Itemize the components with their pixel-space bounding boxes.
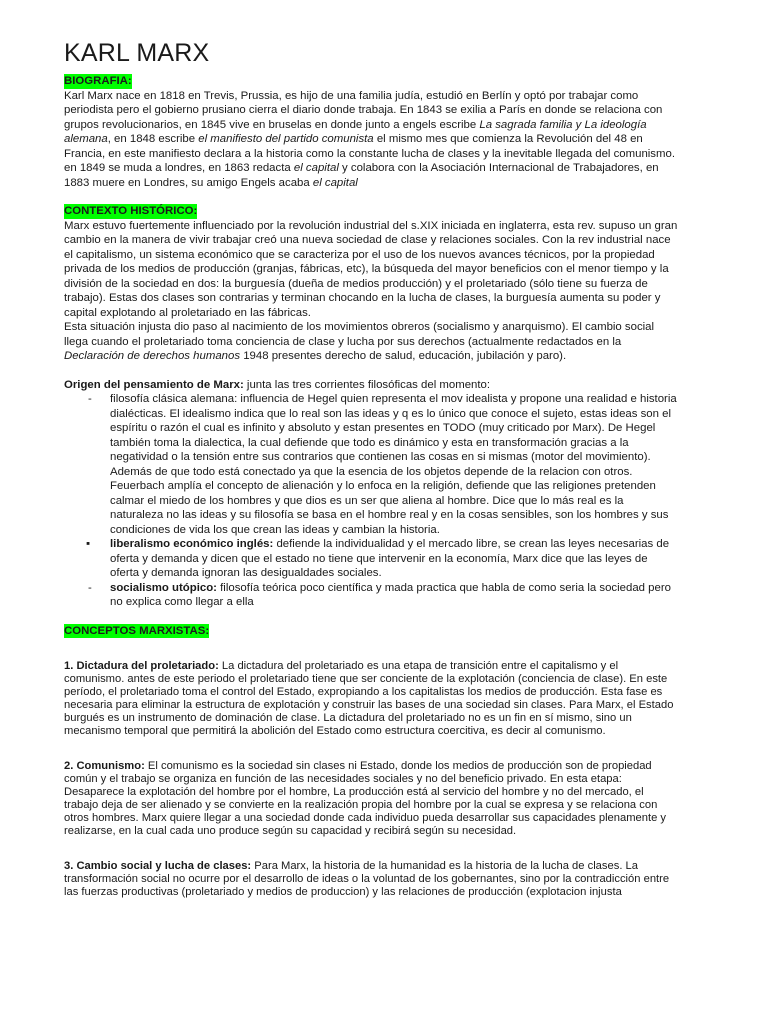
- text-run: filosofía teórica poco científica y mada practica que habla de como seria la sociedad pero no explica como llegar a ella: [110, 581, 671, 608]
- text-run: Para Marx, la historia de la humanidad es la historia de la lucha de clases. La transformación social no ocurre por el desarrollo de ideas o la voluntad de los gobernantes, sino por la contradicción entre las fuerzas productivas (proletariado y medios de produccion) y las relaciones de producción (explotacion injusta: [64, 860, 670, 898]
- concepto-comunismo: [64, 760, 678, 838]
- list-item-filosofia-alemana: [110, 392, 678, 537]
- list-item-socialismo-utopico: [110, 581, 678, 610]
- text-run: El comunismo es la sociedad sin clases ni Estado, donde los medios de producción son de propiedad común y el trabajo se organiza en función de las necesidades sociales y no del beneficio privado. En esta etapa: Desaparece la explotación del hombre por el hombre, La producción está al servicio del hombre y no del mercado, el trabajo deja de ser alienado y se convierte en la realización propia del hombre por la cual se expresa y se relaciona con otros hombres. Marx quiere llegar a una sociedad donde cada individuo pueda desarrollar sus capacidades plenamente y realizarse, en la cual cada uno produce según su capacidad y recibirá según su necesidad.: [64, 760, 667, 837]
- concepto-cambio-social: [64, 860, 678, 899]
- italic-title-el-capital: el capital: [293, 162, 339, 174]
- text-run: y colabora con la Asociación Internacional de Trabajadores, en 1883 muere en Londres, su amigo Engels acaba: [64, 162, 659, 189]
- item-label: liberalismo económico inglés:: [110, 538, 274, 550]
- concepto-label: 3. Cambio social y lucha de clases:: [64, 860, 252, 872]
- text-run: en 1849 se muda a londres, en 1863 redacta: [64, 162, 294, 174]
- biografia-paragraph-2: [64, 161, 678, 190]
- text-run: defiende la individualidad y el mercado libre, se crean las leyes necesarias de oferta y demanda y dicen que el estado no tiene que intervenir en la economía, Marx dice que las leyes de oferta y demanda ignoran las desigualdades sociales.: [110, 538, 670, 579]
- concepto-label: 1. Dictadura del proletariado:: [64, 660, 219, 672]
- contexto-paragraph-1: Marx estuvo fuertemente influenciado por la revolución industrial del s.XIX iniciada en inglaterra, esta rev. supuso un gran cambio en la manera de vivir trabajar creó una nueva sociedad de clase y relaciones sociales. Con la rev industrial nace el capitalismo, un sistema económico que se caracteriza por el uso de los nuevos avances técnicos, por la propiedad privada de los medios de producción (granjas, fábricas, etc), la búsqueda del mayor beneficios con el menor tiempo y la división de la sociedad en dos: la burguesía (dueña de medios producción) y el proletariado (sólo tiene su fuerza de trabajo). Estas dos clases son contrarias y terminan chocando en la lucha de clases, la burguesía aumenta su poder y capital explotando al proletariado en las fábricas.: [64, 219, 678, 319]
- concepto-dictadura: [64, 660, 678, 738]
- document-title: KARL MARX: [64, 39, 210, 67]
- biografia-paragraph-1: [64, 89, 678, 162]
- text-run: junta las tres corrientes filosóficas del momento:: [243, 378, 491, 391]
- heading-biografia: BIOGRAFIA:: [64, 75, 132, 87]
- origen-intro: [64, 378, 678, 393]
- origen-label: Origen del pensamiento de Marx:: [64, 378, 244, 391]
- section-origen: [64, 378, 678, 610]
- text-run: , en 1848 escribe: [107, 133, 199, 145]
- contexto-paragraph-2: [64, 320, 678, 364]
- origen-list: [64, 392, 678, 610]
- section-biografia: [64, 74, 678, 190]
- section-conceptos: [64, 624, 678, 900]
- concepto-label: 2. Comunismo:: [64, 760, 145, 772]
- italic-title-el-capital: el capital: [312, 176, 358, 189]
- list-item-feuerbach: Feuerbach amplía el concepto de alienación y lo enfoca en la religión, defiende que las religiones pretenden calmar el miedo de los hombres y que dios es un ser que aliena al hombre. Dice que lo más real es la naturaleza no las ideas y su filosofía se basa en el hombre real y en la cosas sensibles, son los hombres y sus condiciones de vida los que crean las ideas y cambian la historia.: [110, 480, 669, 536]
- section-contexto: [64, 204, 678, 364]
- italic-title-declaracion: Declaración de derechos humanos: [64, 350, 241, 362]
- heading-conceptos: CONCEPTOS MARXISTAS:: [64, 624, 210, 637]
- heading-contexto: CONTEXTO HISTÓRICO:: [64, 205, 198, 217]
- text-run: 1948 presentes derecho de salud, educación, jubilación y paro).: [240, 350, 567, 362]
- list-item-liberalismo: [110, 537, 678, 581]
- text-run: Karl Marx nace en 1818 en Trevis, Prussia, es hijo de una familia judía, estudió en Berlín y optó por trabajar como periodista pero el gobierno prusiano cierra el diario donde trabaja. En 1843 se exilia a París en donde se relaciona con grupos revolucionarios, en 1845 vive en bruselas en donde junto a engels escribe: [64, 89, 663, 131]
- italic-title-manifiesto: el manifiesto del partido comunista: [198, 133, 374, 145]
- italic-title-sagrada-familia: La sagrada familia y La ideología alemana: [64, 118, 647, 145]
- text-run: La dictadura del proletariado es una etapa de transición entre el capitalismo y el comunismo. antes de este periodo el proletariado tiene que ser conciente de la explotación (conciencia de clase). En este período, el proletariado toma el control del Estado, expropiando a los capitalistas los medios de producción. Esta fase es necesaria para eliminar la estructura de explotación y construir las bases de una sociedad sin clases. Para Marx, el Estado burgués es un instrumento de dominación de clase. La dictadura del proletariado no es un fin en sí mismo, sino un mecanismo temporal que permitirá la abolición del Estado como estructura coercitiva, es decir al comunismo.: [64, 660, 674, 737]
- text-run: filosofía clásica alemana: influencia de Hegel quien representa el mov idealista y propone una realidad e historia dialécticas. El idealismo indica que lo real son las ideas y q es lo único que conoce el sujeto, estas ideas son el espíritu o razón el cual es infinito y absoluto y estan presentes en TODO (muy criticado por Marx). De Hegel también toma la dialectica, la cual defiende que todo es dinámico y esta en transformación gracias a la negatividad o la tensión entre sus contrarios que contienen las cosas en si mismas (motor del movimiento). Además de que todo está conectado ya que la esencia de los objetos depende de la relacion con otros.: [110, 393, 677, 478]
- text-run: el mismo mes que comienza la Revolución del 48 en Francia, en este manifiesto declara a la historia como la constante lucha de clases y la inevitable llegada del comunismo.: [64, 133, 675, 160]
- item-label: socialismo utópico:: [110, 581, 217, 594]
- text-run: Esta situación injusta dio paso al nacimiento de los movimientos obreros (socialismo y anarquismo). El cambio social llega cuando el proletariado toma conciencia de clase y lucha por sus derechos (actualmente redactados en la: [64, 321, 655, 348]
